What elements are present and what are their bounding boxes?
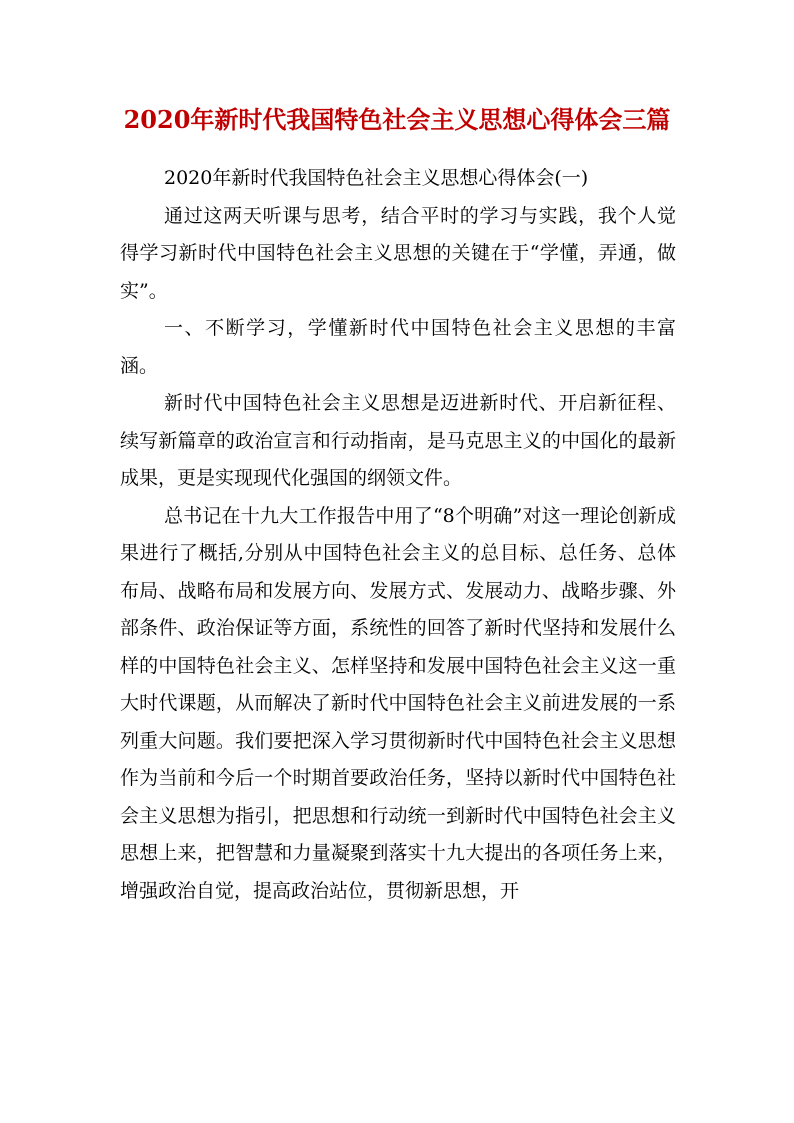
section-subtitle: 2020年新时代我国特色社会主义思想心得体会(一) [164,167,589,189]
paragraph-heading-one: 一、不断学习，学懂新时代中国特色社会主义思想的丰富涵。 [120,317,676,377]
paragraph-eight-clarifications: 总书记在十九大工作报告中用了“8个明确”对这一理论创新成果进行了概括,分别从中国特色社会主义的总目标、总任务、总体布局、战略布局和发展方向、发展方式、发展动力、战略步骤、外部条件、政治保证等方面，系统性的回答了新时代坚持和发展什么样的中国特色社会主义、怎样坚持和发展中国特色社会主义这一重大时代课题，从而解决了新时代中国特色社会主义前进发展的一系列重大问题。我们要把深入学习贯彻新时代中国特色社会主义思想作为当前和今后一个时期首要政治任务，坚持以新时代中国特色社会主义思想为指引，把思想和行动统一到新时代中国特色社会主义思想上来，把智慧和力量凝聚到落实十九大提出的各项任务上来，增强政治自觉，提高政治站位，贯彻新思想，开 [120,504,676,902]
paragraph-thought-definition: 新时代中国特色社会主义思想是迈进新时代、开启新征程、续写新篇章的政治宣言和行动指南，是马克思主义的中国化的最新成果，更是实现现代化强国的纲领文件。 [120,392,676,489]
document-body [120,160,676,910]
paragraph-intro: 通过这两天听课与思考，结合平时的学习与实践，我个人觉得学习新时代中国特色社会主义思想的关键在于“学懂，弄通，做实”。 [120,204,676,302]
document-title: 2020年新时代我国特色社会主义思想心得体会三篇 [123,105,671,134]
